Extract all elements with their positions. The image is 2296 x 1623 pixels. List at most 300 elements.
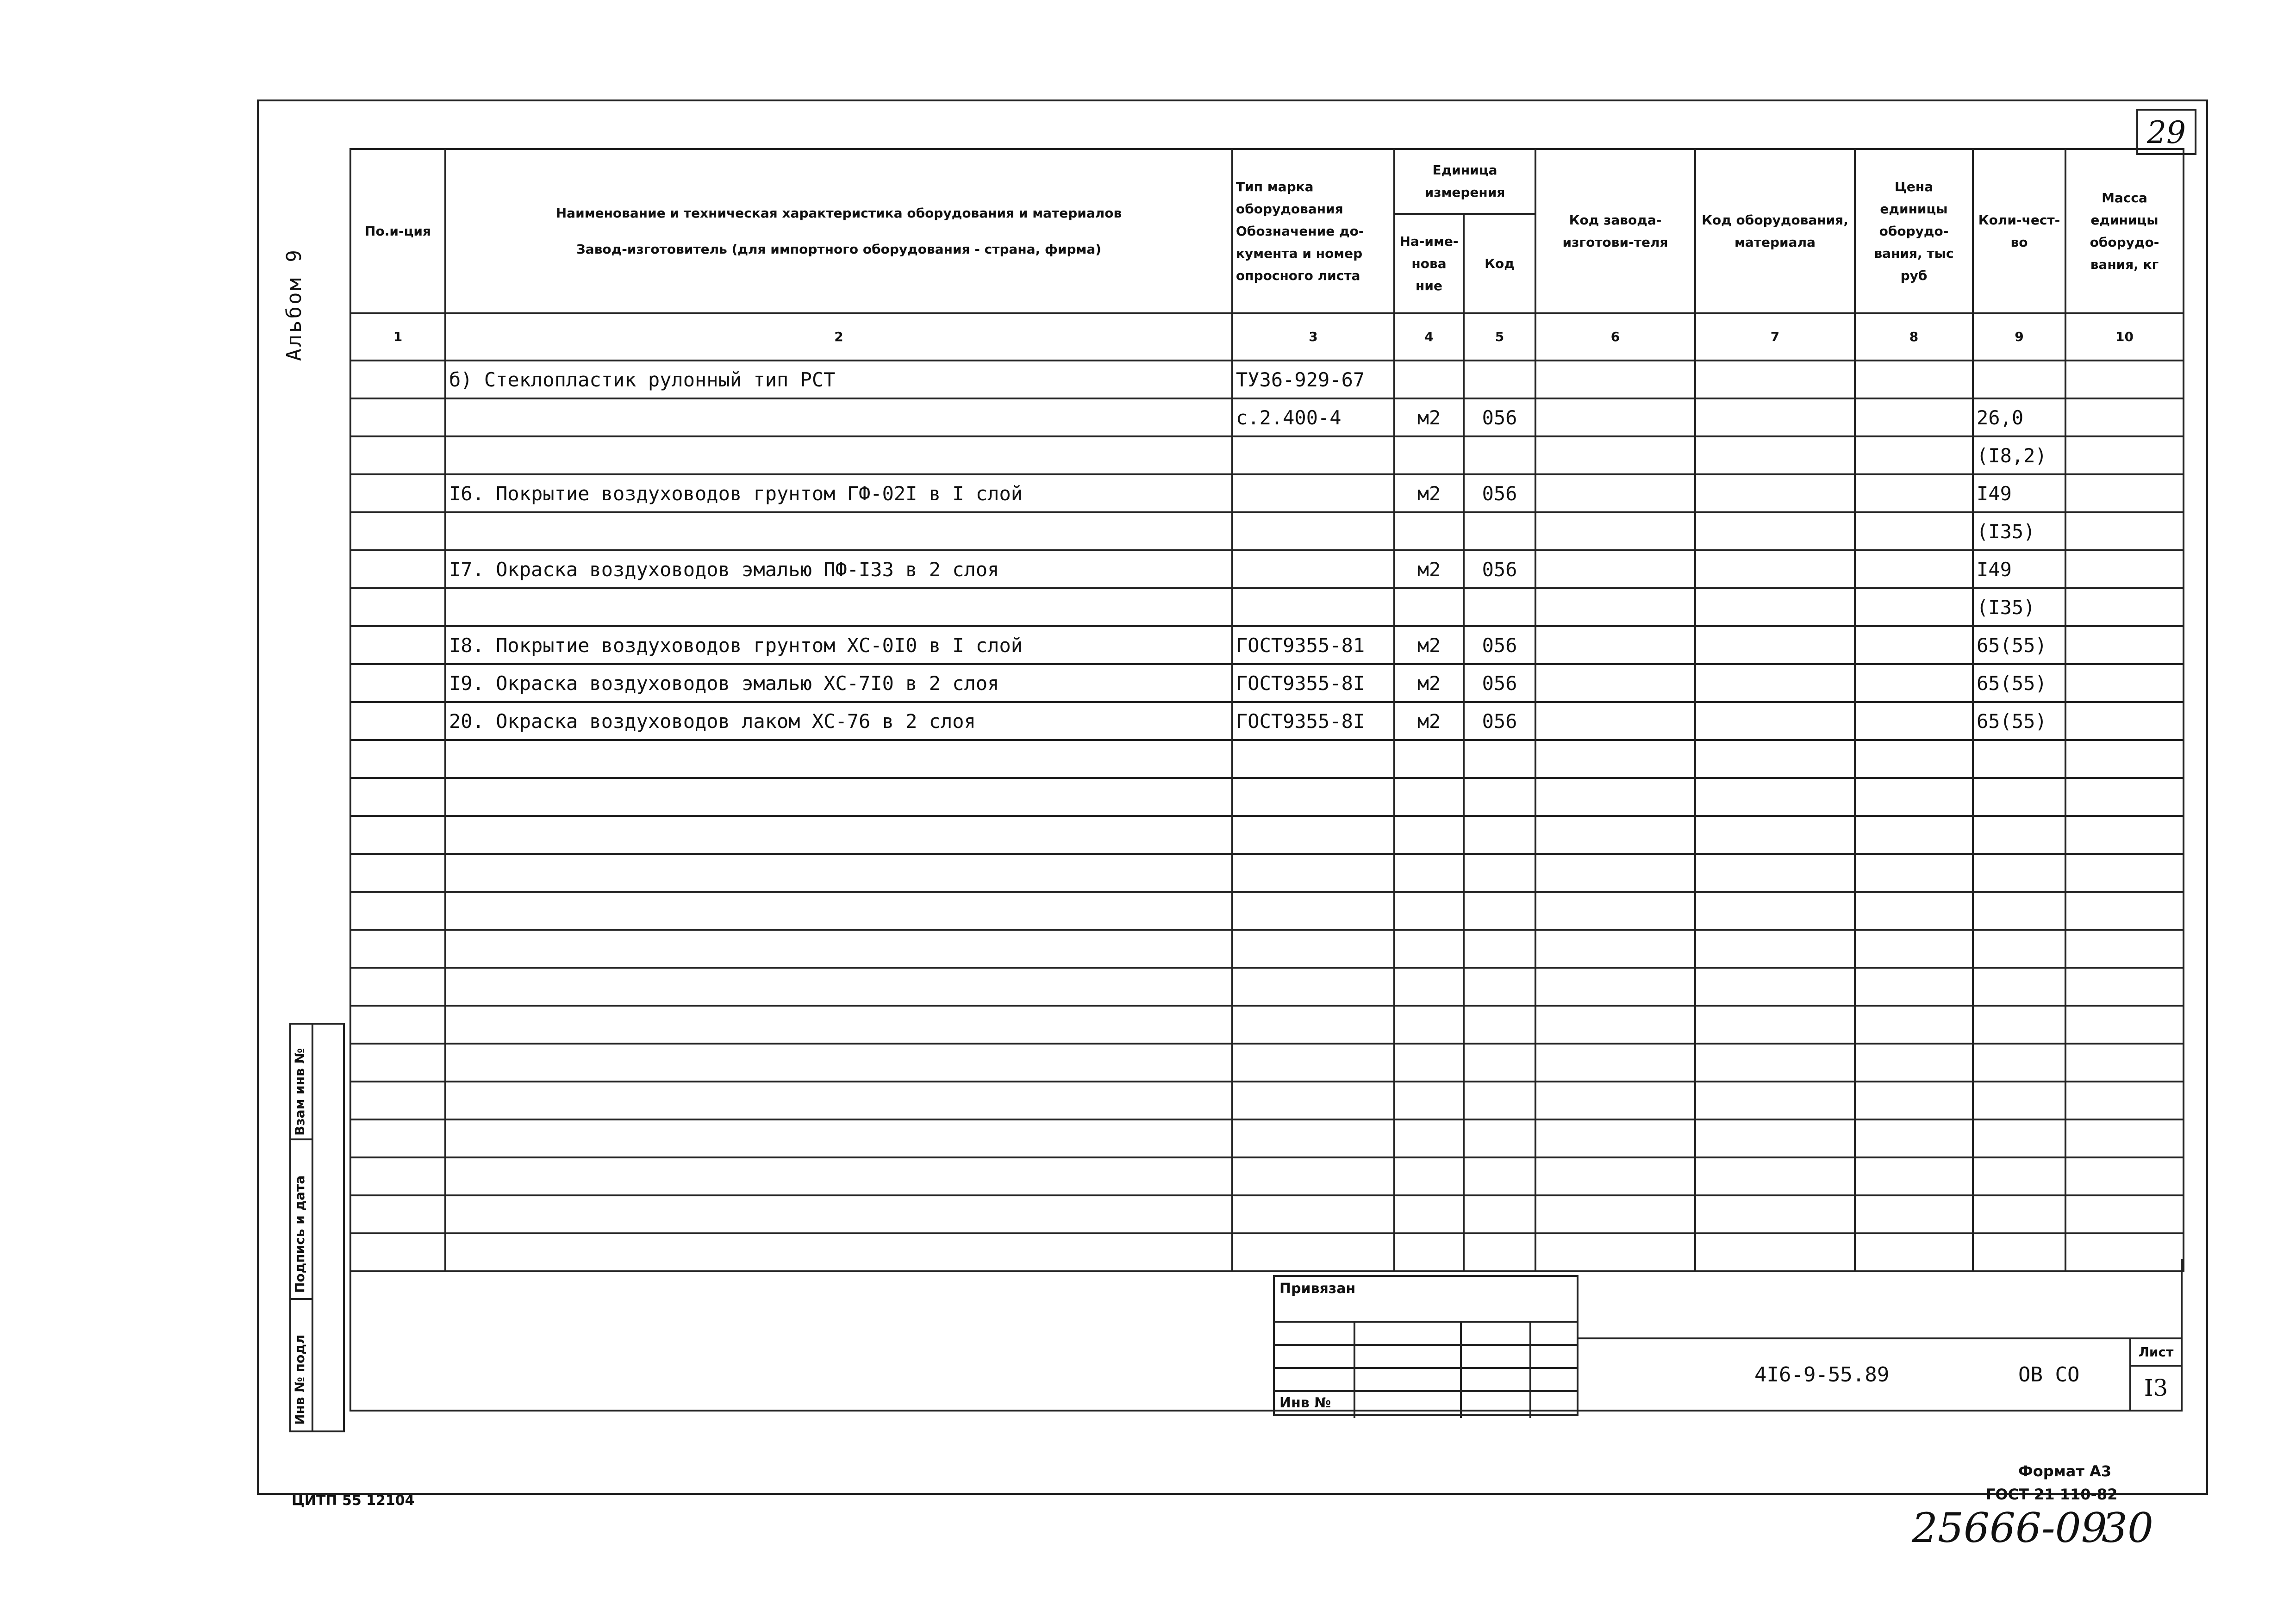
table-row bbox=[350, 664, 2184, 702]
table-cell bbox=[1695, 474, 1855, 512]
table-cell bbox=[1973, 778, 2065, 816]
table-cell bbox=[1232, 778, 1394, 816]
side-stamp bbox=[289, 1023, 345, 1432]
table-cell bbox=[2065, 892, 2184, 930]
table-cell bbox=[1232, 436, 1394, 474]
table-row bbox=[350, 626, 2184, 664]
table-cell bbox=[1973, 968, 2065, 1006]
table-cell bbox=[350, 512, 445, 550]
column-number: 10 bbox=[2065, 313, 2184, 361]
table-cell bbox=[1855, 702, 1973, 740]
table-cell bbox=[1535, 778, 1695, 816]
table-cell bbox=[1695, 588, 1855, 626]
table-cell bbox=[1394, 1044, 1464, 1082]
table-cell bbox=[1855, 740, 1973, 778]
table-cell bbox=[1855, 664, 1973, 702]
table-cell bbox=[1232, 930, 1394, 968]
table-cell bbox=[350, 854, 445, 892]
table-cell bbox=[445, 1044, 1232, 1082]
table-cell bbox=[1855, 1157, 1973, 1195]
table-cell bbox=[1232, 892, 1394, 930]
table-cell bbox=[350, 398, 445, 436]
inv-no-label: Инв № bbox=[1279, 1395, 1331, 1411]
table-cell bbox=[1695, 816, 1855, 854]
table-cell bbox=[445, 1082, 1232, 1119]
table-cell bbox=[350, 702, 445, 740]
table-cell: 65(55) bbox=[1973, 626, 2065, 664]
format-label: Формат А3 bbox=[2018, 1462, 2112, 1480]
table-row bbox=[350, 436, 2184, 474]
table-cell bbox=[1973, 1082, 2065, 1119]
header-col8: Цена единицы оборудо-вания, тыс руб bbox=[1855, 149, 1973, 313]
table-cell bbox=[1535, 436, 1695, 474]
table-row bbox=[350, 1119, 2184, 1157]
table-cell: 056 bbox=[1464, 626, 1535, 664]
privyazan-divider bbox=[1275, 1390, 1577, 1392]
table-cell bbox=[1535, 854, 1695, 892]
table-cell bbox=[1464, 1119, 1535, 1157]
table-row bbox=[350, 778, 2184, 816]
table-cell bbox=[445, 968, 1232, 1006]
table-cell bbox=[1464, 1195, 1535, 1233]
table-row bbox=[350, 550, 2184, 588]
table-cell bbox=[1394, 816, 1464, 854]
table-cell bbox=[445, 398, 1232, 436]
table-cell bbox=[1464, 1157, 1535, 1195]
table-cell bbox=[2065, 1044, 2184, 1082]
table-cell bbox=[1855, 398, 1973, 436]
column-number-row bbox=[350, 313, 2184, 361]
table-cell: ГОСТ9355-8I bbox=[1232, 702, 1394, 740]
table-cell: I9. Окраска воздуховодов эмалью ХС-7I0 в 2 слоя bbox=[445, 664, 1232, 702]
table-cell bbox=[1535, 361, 1695, 398]
table-row bbox=[350, 1006, 2184, 1044]
privyazan-vdivider bbox=[1529, 1321, 1531, 1418]
table-cell bbox=[350, 1119, 445, 1157]
table-cell bbox=[445, 930, 1232, 968]
table-cell bbox=[1855, 361, 1973, 398]
table-cell bbox=[1394, 1082, 1464, 1119]
table-row bbox=[350, 854, 2184, 892]
handwritten-number: 25666-09 bbox=[1912, 1504, 2107, 1552]
table-cell bbox=[1695, 361, 1855, 398]
title-divider bbox=[1578, 1337, 2129, 1339]
table-cell bbox=[350, 361, 445, 398]
table-cell bbox=[350, 588, 445, 626]
table-cell bbox=[350, 664, 445, 702]
table-cell bbox=[1855, 816, 1973, 854]
table-cell bbox=[1464, 778, 1535, 816]
table-cell bbox=[2065, 512, 2184, 550]
table-cell bbox=[1973, 892, 2065, 930]
table-cell bbox=[1394, 1195, 1464, 1233]
specification-table bbox=[349, 148, 2184, 1272]
sheet-value: I3 bbox=[2144, 1374, 2168, 1401]
table-cell bbox=[1695, 1119, 1855, 1157]
table-cell bbox=[1973, 361, 2065, 398]
table-cell bbox=[2065, 474, 2184, 512]
table-cell bbox=[1855, 474, 1973, 512]
table-cell: I49 bbox=[1973, 474, 2065, 512]
table-cell: ГОСТ9355-8I bbox=[1232, 664, 1394, 702]
table-cell: м2 bbox=[1394, 474, 1464, 512]
table-cell: 20. Окраска воздуховодов лаком ХС-76 в 2 слоя bbox=[445, 702, 1232, 740]
table-cell bbox=[1535, 512, 1695, 550]
table-cell bbox=[1464, 816, 1535, 854]
document-type: ОВ СО bbox=[2018, 1363, 2080, 1387]
table-cell bbox=[1695, 892, 1855, 930]
side-label-podpis: Подпись и дата bbox=[292, 1175, 307, 1293]
side-cell-vzam bbox=[291, 1025, 312, 1140]
table-cell bbox=[2065, 740, 2184, 778]
table-cell bbox=[1394, 512, 1464, 550]
column-number: 4 bbox=[1394, 313, 1464, 361]
header-row bbox=[350, 149, 2184, 214]
privyazan-divider bbox=[1275, 1344, 1577, 1346]
privyazan-label: Привязан bbox=[1279, 1281, 1356, 1297]
column-number: 2 bbox=[445, 313, 1232, 361]
header-col10: Масса единицы оборудо-вания, кг bbox=[2065, 149, 2184, 313]
privyazan-divider bbox=[1275, 1321, 1577, 1323]
title-block bbox=[349, 1259, 2183, 1412]
table-cell bbox=[1535, 1119, 1695, 1157]
table-cell bbox=[1394, 1119, 1464, 1157]
table-cell bbox=[2065, 361, 2184, 398]
table-cell bbox=[1394, 1157, 1464, 1195]
column-number: 8 bbox=[1855, 313, 1973, 361]
table-cell bbox=[1535, 892, 1695, 930]
table-cell bbox=[1535, 816, 1695, 854]
header-units: Единица измерения bbox=[1394, 149, 1535, 214]
table-cell: 056 bbox=[1464, 664, 1535, 702]
table-cell bbox=[350, 1044, 445, 1082]
table-cell bbox=[350, 816, 445, 854]
table-cell: ТУ36-929-67 bbox=[1232, 361, 1394, 398]
table-cell bbox=[445, 1157, 1232, 1195]
table-cell bbox=[1973, 816, 2065, 854]
table-cell: м2 bbox=[1394, 398, 1464, 436]
table-cell bbox=[1535, 550, 1695, 588]
column-number: 6 bbox=[1535, 313, 1695, 361]
table-cell bbox=[1394, 892, 1464, 930]
table-cell bbox=[1695, 930, 1855, 968]
table-cell bbox=[1232, 816, 1394, 854]
table-cell bbox=[1535, 398, 1695, 436]
table-cell: м2 bbox=[1394, 626, 1464, 664]
table-cell bbox=[1394, 968, 1464, 1006]
header-col5: Код bbox=[1464, 214, 1535, 313]
table-cell bbox=[350, 778, 445, 816]
table-cell: ГОСТ9355-81 bbox=[1232, 626, 1394, 664]
table-cell bbox=[2065, 930, 2184, 968]
table-cell bbox=[350, 968, 445, 1006]
table-cell bbox=[445, 512, 1232, 550]
table-cell bbox=[1232, 1195, 1394, 1233]
table-cell: 056 bbox=[1464, 702, 1535, 740]
table-cell bbox=[1855, 626, 1973, 664]
table-cell bbox=[1855, 588, 1973, 626]
table-cell bbox=[445, 816, 1232, 854]
table-cell bbox=[1394, 854, 1464, 892]
table-cell bbox=[1973, 1195, 2065, 1233]
table-cell bbox=[2065, 968, 2184, 1006]
table-cell bbox=[350, 550, 445, 588]
table-cell bbox=[1394, 930, 1464, 968]
table-cell bbox=[2065, 1195, 2184, 1233]
table-row bbox=[350, 892, 2184, 930]
table-cell bbox=[1695, 1195, 1855, 1233]
table-cell bbox=[1535, 1044, 1695, 1082]
table-cell bbox=[1695, 1044, 1855, 1082]
table-cell bbox=[1464, 1044, 1535, 1082]
table-cell bbox=[1394, 1006, 1464, 1044]
table-cell: (I8,2) bbox=[1973, 436, 2065, 474]
table-cell bbox=[1232, 1082, 1394, 1119]
table-cell bbox=[1464, 854, 1535, 892]
table-cell bbox=[1232, 550, 1394, 588]
table-cell: б) Стеклопластик рулонный тип РСТ bbox=[445, 361, 1232, 398]
table-cell bbox=[2065, 854, 2184, 892]
side-label-vzam: Взам инв № bbox=[292, 1048, 307, 1136]
table-cell bbox=[350, 930, 445, 968]
table-cell bbox=[1695, 854, 1855, 892]
table-cell: I7. Окраска воздуховодов эмалью ПФ-I33 в 2 слоя bbox=[445, 550, 1232, 588]
table-cell bbox=[1855, 892, 1973, 930]
table-cell bbox=[2065, 436, 2184, 474]
page-number: 30 bbox=[2102, 1504, 2153, 1552]
table-cell bbox=[2065, 626, 2184, 664]
table-cell bbox=[1464, 361, 1535, 398]
table-cell bbox=[2065, 664, 2184, 702]
header-col4: На-име-нова ние bbox=[1394, 214, 1464, 313]
table-cell bbox=[1464, 740, 1535, 778]
table-cell bbox=[1695, 740, 1855, 778]
table-row bbox=[350, 361, 2184, 398]
table-cell bbox=[2065, 1082, 2184, 1119]
table-row bbox=[350, 1082, 2184, 1119]
table-cell bbox=[445, 436, 1232, 474]
table-cell bbox=[350, 474, 445, 512]
privyazan-block bbox=[1273, 1275, 1578, 1416]
column-number: 9 bbox=[1973, 313, 2065, 361]
table-cell bbox=[1973, 1044, 2065, 1082]
table-cell bbox=[1232, 1006, 1394, 1044]
table-row bbox=[350, 930, 2184, 968]
header-col2-line2: Завод-изготовитель (для импортного оборудования - страна, фирма) bbox=[576, 241, 1102, 257]
table-cell bbox=[350, 892, 445, 930]
table-cell bbox=[1855, 1006, 1973, 1044]
table-cell bbox=[445, 892, 1232, 930]
table-cell bbox=[350, 436, 445, 474]
table-cell bbox=[350, 1157, 445, 1195]
table-cell bbox=[1232, 740, 1394, 778]
side-cell-podpis bbox=[291, 1140, 312, 1300]
table-cell bbox=[1695, 512, 1855, 550]
table-cell bbox=[1232, 588, 1394, 626]
table-cell bbox=[1535, 702, 1695, 740]
table-cell bbox=[1535, 968, 1695, 1006]
table-cell: I49 bbox=[1973, 550, 2065, 588]
table-cell bbox=[1855, 854, 1973, 892]
table-cell bbox=[1394, 436, 1464, 474]
table-row bbox=[350, 1044, 2184, 1082]
table-cell bbox=[1232, 474, 1394, 512]
table-cell bbox=[2065, 816, 2184, 854]
table-cell bbox=[1973, 854, 2065, 892]
table-cell: 056 bbox=[1464, 474, 1535, 512]
table-row bbox=[350, 968, 2184, 1006]
table-cell: с.2.400-4 bbox=[1232, 398, 1394, 436]
table-cell bbox=[350, 626, 445, 664]
table-cell bbox=[445, 854, 1232, 892]
table-cell bbox=[2065, 702, 2184, 740]
table-cell bbox=[445, 778, 1232, 816]
table-cell bbox=[1232, 1157, 1394, 1195]
table-cell bbox=[1695, 436, 1855, 474]
table-cell bbox=[1232, 1044, 1394, 1082]
table-cell bbox=[1855, 1082, 1973, 1119]
table-cell: 26,0 bbox=[1973, 398, 2065, 436]
table-cell: 65(55) bbox=[1973, 664, 2065, 702]
table-cell bbox=[445, 588, 1232, 626]
table-row bbox=[350, 1195, 2184, 1233]
table-cell bbox=[1394, 778, 1464, 816]
column-number: 3 bbox=[1232, 313, 1394, 361]
side-label-inv: Инв № подл bbox=[292, 1334, 307, 1425]
table-cell bbox=[1855, 512, 1973, 550]
table-row bbox=[350, 474, 2184, 512]
table-cell bbox=[2065, 1119, 2184, 1157]
header-col6: Код завода-изготови-теля bbox=[1535, 149, 1695, 313]
header-col7: Код оборудования, материала bbox=[1695, 149, 1855, 313]
table-cell bbox=[1855, 930, 1973, 968]
table-cell bbox=[1394, 361, 1464, 398]
privyazan-vdivider bbox=[1460, 1321, 1462, 1418]
table-cell bbox=[1535, 930, 1695, 968]
table-cell bbox=[1535, 1157, 1695, 1195]
table-cell bbox=[350, 740, 445, 778]
table-cell bbox=[1973, 1157, 2065, 1195]
table-cell bbox=[350, 1195, 445, 1233]
table-cell bbox=[2065, 778, 2184, 816]
table-cell bbox=[445, 1119, 1232, 1157]
header-col1: По.и-ция bbox=[350, 149, 445, 313]
table-cell bbox=[1855, 1195, 1973, 1233]
table-row bbox=[350, 816, 2184, 854]
table-cell: I8. Покрытие воздуховодов грунтом ХС-0I0 в I слой bbox=[445, 626, 1232, 664]
table-cell bbox=[1232, 1119, 1394, 1157]
sheet-label: Лист bbox=[2131, 1339, 2181, 1367]
header-col9: Коли-чест-во bbox=[1973, 149, 2065, 313]
table-cell: м2 bbox=[1394, 702, 1464, 740]
table-cell bbox=[1695, 626, 1855, 664]
table-cell bbox=[1695, 702, 1855, 740]
column-number: 1 bbox=[350, 313, 445, 361]
table-row bbox=[350, 588, 2184, 626]
table-cell bbox=[445, 740, 1232, 778]
column-number: 5 bbox=[1464, 313, 1535, 361]
table-cell bbox=[1973, 740, 2065, 778]
document-code: 4I6-9-55.89 bbox=[1754, 1363, 1890, 1387]
table-cell bbox=[1973, 1006, 2065, 1044]
table-cell bbox=[1695, 664, 1855, 702]
table-cell bbox=[1535, 664, 1695, 702]
table-row bbox=[350, 740, 2184, 778]
header-col3: Тип марка оборудования Обозначение до-кумента и номер опросного листа bbox=[1232, 149, 1394, 313]
table-cell bbox=[1394, 588, 1464, 626]
table-cell bbox=[1232, 968, 1394, 1006]
table-cell bbox=[1464, 512, 1535, 550]
table-cell bbox=[1464, 1006, 1535, 1044]
table-cell bbox=[1232, 854, 1394, 892]
table-cell bbox=[2065, 398, 2184, 436]
cipt-label: ЦИТП 55 12104 bbox=[292, 1492, 415, 1509]
table-cell bbox=[1855, 1119, 1973, 1157]
table-cell bbox=[1464, 588, 1535, 626]
table-cell bbox=[1464, 1082, 1535, 1119]
sheet-box bbox=[2129, 1337, 2183, 1412]
table-cell bbox=[1695, 1006, 1855, 1044]
side-stamp-divider bbox=[312, 1025, 313, 1430]
table-cell bbox=[1535, 474, 1695, 512]
table-cell bbox=[445, 1195, 1232, 1233]
table-body bbox=[350, 361, 2184, 1271]
table-cell bbox=[1855, 778, 1973, 816]
table-cell: м2 bbox=[1394, 550, 1464, 588]
table-cell bbox=[1973, 1119, 2065, 1157]
table-cell bbox=[1695, 778, 1855, 816]
table-row bbox=[350, 702, 2184, 740]
table-cell bbox=[1695, 1082, 1855, 1119]
table-cell bbox=[1855, 968, 1973, 1006]
sheet-number: 29 bbox=[2136, 109, 2196, 155]
table-cell bbox=[1535, 1195, 1695, 1233]
table-cell bbox=[1464, 930, 1535, 968]
table-cell bbox=[2065, 1157, 2184, 1195]
table-cell bbox=[1232, 512, 1394, 550]
table-cell: 65(55) bbox=[1973, 702, 2065, 740]
table-cell bbox=[1855, 436, 1973, 474]
table-cell bbox=[2065, 588, 2184, 626]
table-cell bbox=[1855, 1044, 1973, 1082]
table-cell: (I35) bbox=[1973, 512, 2065, 550]
table-cell bbox=[1394, 740, 1464, 778]
table-cell: I6. Покрытие воздуховодов грунтом ГФ-02I в I слой bbox=[445, 474, 1232, 512]
album-label: Альбом 9 bbox=[282, 248, 306, 361]
privyazan-vdivider bbox=[1354, 1321, 1355, 1418]
table-cell bbox=[1535, 626, 1695, 664]
table-cell bbox=[445, 1006, 1232, 1044]
table-cell bbox=[1535, 1006, 1695, 1044]
table-row bbox=[350, 1157, 2184, 1195]
table-cell bbox=[1695, 550, 1855, 588]
gost-label: ГОСТ 21 110-82 bbox=[1986, 1486, 2118, 1503]
table-row bbox=[350, 512, 2184, 550]
table-cell bbox=[1535, 1082, 1695, 1119]
table-cell bbox=[1535, 740, 1695, 778]
table-cell: (I35) bbox=[1973, 588, 2065, 626]
table-cell bbox=[1695, 1157, 1855, 1195]
table-cell bbox=[1973, 930, 2065, 968]
table-cell bbox=[1464, 436, 1535, 474]
table-cell bbox=[1695, 968, 1855, 1006]
table-cell bbox=[350, 1006, 445, 1044]
header-col2 bbox=[445, 149, 1232, 313]
column-number: 7 bbox=[1695, 313, 1855, 361]
table-cell bbox=[350, 1082, 445, 1119]
side-cell-inv bbox=[291, 1300, 312, 1430]
table-cell: 056 bbox=[1464, 398, 1535, 436]
